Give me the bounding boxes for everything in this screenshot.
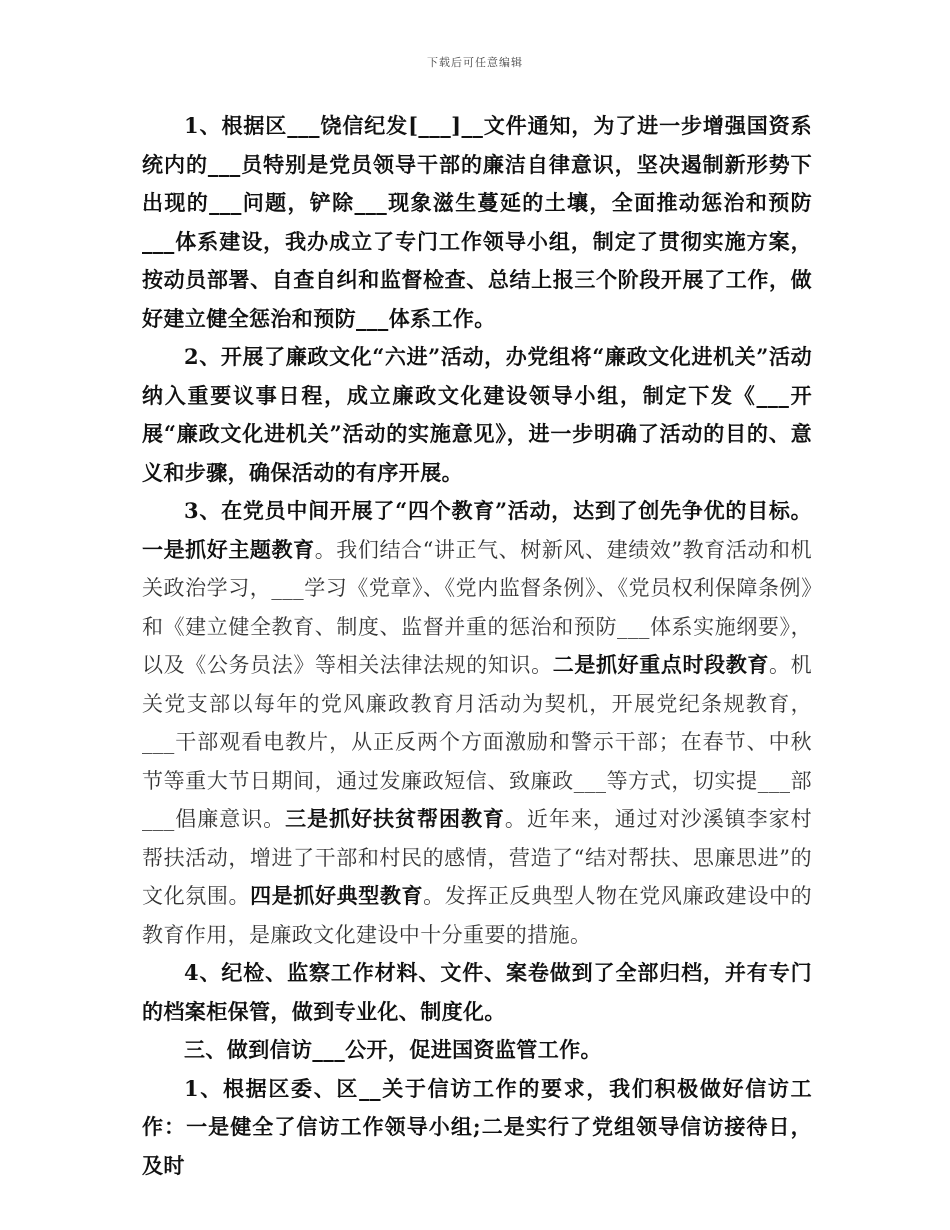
paragraph-3-text-2: 。机关党支部以每年的党风廉政教育月活动为契机，开展党纪条规教育，___干部观看电教片，从正反两个方面激励和警示干部；在春节、中秋节等重大节日期间，通过发廉政短信、致廉政___等方式，切实提___部___倡廉意识。 [142,653,812,831]
paragraph-3-heading-3: 三是抓好扶贫帮困教育 [285,806,505,831]
document-body [142,107,812,1185]
page-header: 下载后可任意编辑 [427,56,523,69]
paragraph-3-text-3: 。近年来，通过对沙溪镇李家村帮扶活动，增进了干部和村民的感情，营造了“结对帮扶、思廉思进”的文化氛围。 [142,807,813,908]
paragraph-4: 4、纪检、监察工作材料、文件、案卷做到了全部归档，并有专门的档案柜保管，做到专业化、制度化。 [142,960,812,1024]
paragraph-3-text-1: 。我们结合“讲正气、树新风、建绩效”教育活动和机关政治学习，___学习《党章》、《党内监督条例》、《党员权利保障条例》和《建立健全教育、制度、监督并重的惩治和预防___体系实施纲要》，以及《公务员法》等相关法律法规的知识。 [142,537,813,677]
paragraph-5: 1、根据区委、区__关于信访工作的要求，我们积极做好信访工作：一是健全了信访工作领导小组;二是实行了党组领导信访接待日，及时 [142,1075,812,1178]
section-heading-3: 三、做到信访___公开，促进国资监管工作。 [184,1037,602,1062]
paragraph-2: 2、开展了廉政文化“六进”活动，办党组将“廉政文化进机关”活动纳入重要议事日程，成立廉政文化建设领导小组，制定下发《___开展“廉政文化进机关”活动的实施意见》，进一步明确了活动的目的、意义和步骤，确保活动的有序开展。 [142,344,812,485]
paragraph-3-intro: 3、在党员中间开展了“四个教育”活动，达到了创先争优的目标。 [184,498,812,523]
paragraph-3-heading-2: 二是抓好重点时段教育 [552,652,769,677]
paragraph-3-heading-4: 四是抓好典型教育 [250,883,424,908]
paragraph-3 [142,492,812,954]
paragraph-3-heading-1: 一是抓好主题教育 [142,536,315,562]
paragraph-3-text-4: 。发挥正反典型人物在党风廉政建设中的教育作用，是廉政文化建设中十分重要的措施。 [142,884,813,947]
paragraph-1: 1、根据区___饶信纪发[___]__文件通知，为了进一步增强国资系统内的___员特别是党员领导干部的廉洁自律意识，坚决遏制新形势下出现的___问题，铲除___现象滋生蔓延的土壤，全面推动惩治和预防___体系建设，我办成立了专门工作领导小组，制定了贯彻实施方案，按动员部署、自查自纠和监督检查、总结上报三个阶段开展了工作，做好建立健全惩治和预防___体系工作。 [142,113,812,331]
